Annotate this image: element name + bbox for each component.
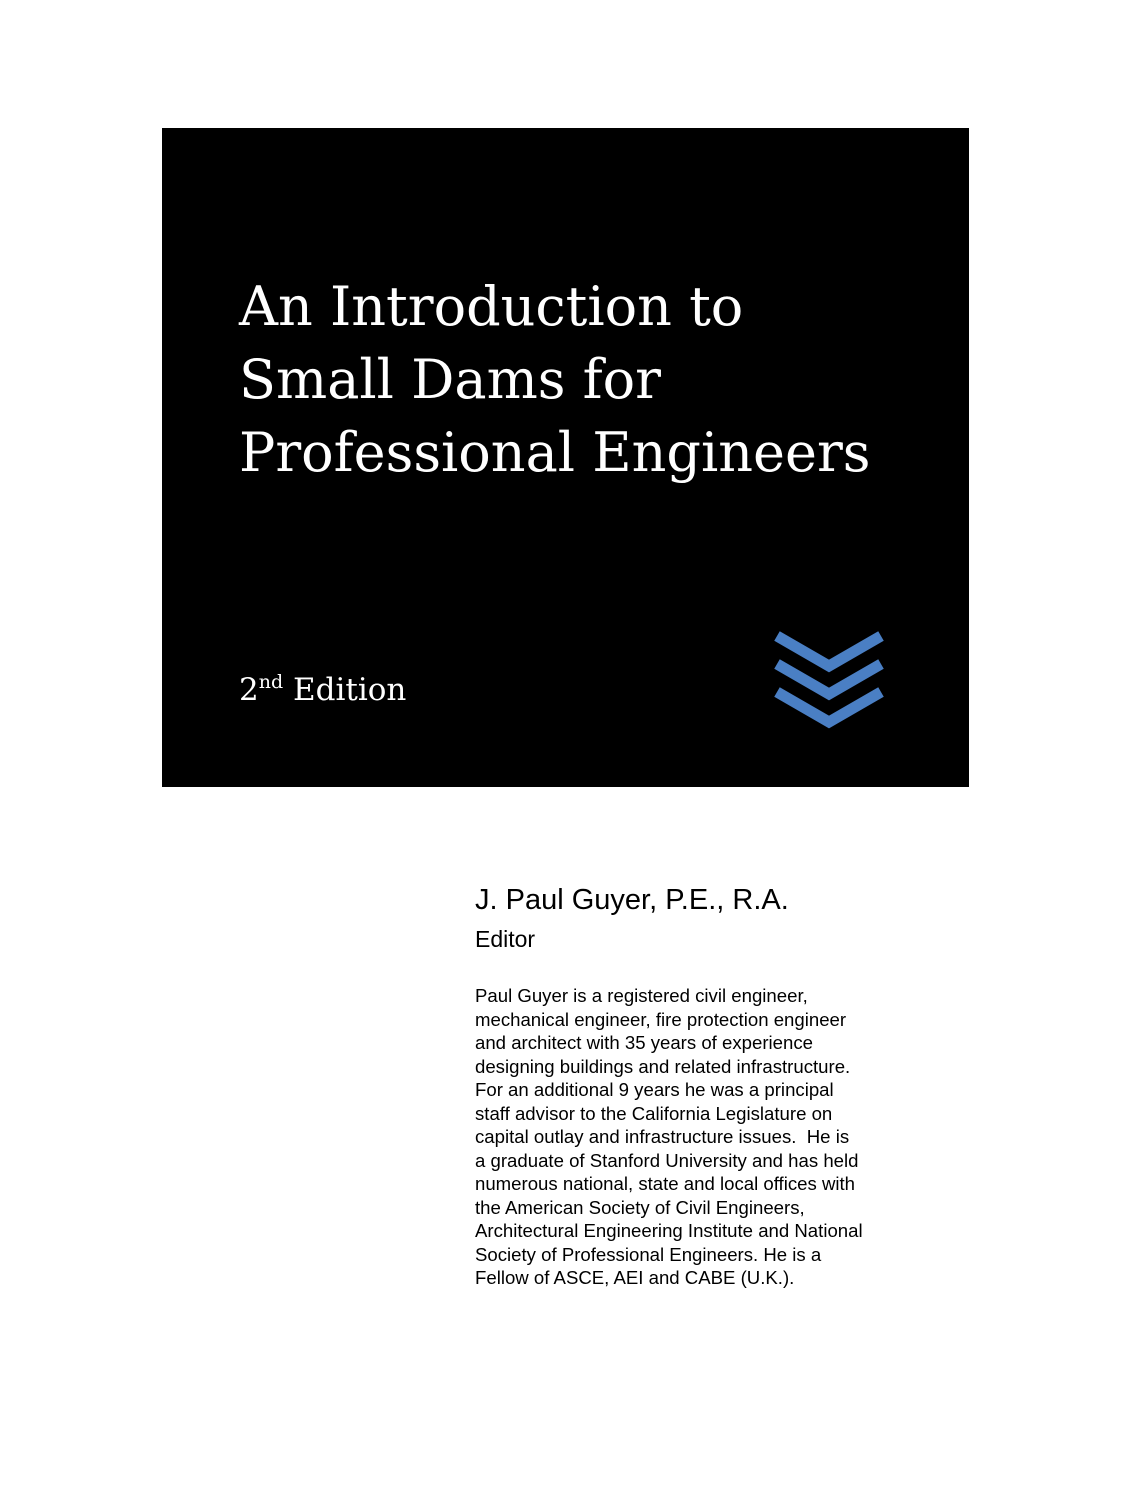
title-line: Small Dams for xyxy=(239,348,661,411)
bio-line: designing buildings and related infrastructure. xyxy=(475,1055,851,1077)
edition-word: Edition xyxy=(283,672,407,708)
bio-line: Society of Professional Engineers. He is a xyxy=(475,1243,822,1265)
bio-line: Paul Guyer is a registered civil engineer, xyxy=(475,985,808,1006)
author-name: J. Paul Guyer, P.E., R.A. xyxy=(475,884,789,916)
triple-chevron-down-icon xyxy=(773,630,885,738)
bio-line: Architectural Engineering Institute and National xyxy=(475,1220,863,1241)
bio-line: mechanical engineer, fire protection engineer xyxy=(475,1008,847,1030)
bio-line: the American Society of Civil Engineers, xyxy=(475,1196,805,1218)
title-line: An Introduction to xyxy=(239,275,744,338)
edition-ordinal-suffix: nd xyxy=(258,671,284,693)
bio-line: numerous national, state and local offices with xyxy=(475,1173,856,1194)
edition-label xyxy=(239,662,406,710)
edition-number: 2 xyxy=(239,672,259,708)
title-line: Professional Engineers xyxy=(239,421,871,484)
book-title xyxy=(239,270,939,489)
bio-line: a graduate of Stanford University and has held xyxy=(475,1149,859,1171)
cover-block xyxy=(162,128,969,787)
bio-line: staff advisor to the California Legislature on xyxy=(475,1102,833,1124)
chevron-stroke-top xyxy=(777,636,881,666)
bio-line: capital outlay and infrastructure issues. He is xyxy=(475,1126,850,1147)
bio-line: and architect with 35 years of experience xyxy=(475,1032,813,1053)
bio-line: Fellow of ASCE, AEI and CABE (U.K.). xyxy=(475,1267,795,1288)
author-bio xyxy=(475,984,935,1290)
bio-line: For an additional 9 years he was a principal xyxy=(475,1079,834,1100)
author-role: Editor xyxy=(475,926,536,952)
